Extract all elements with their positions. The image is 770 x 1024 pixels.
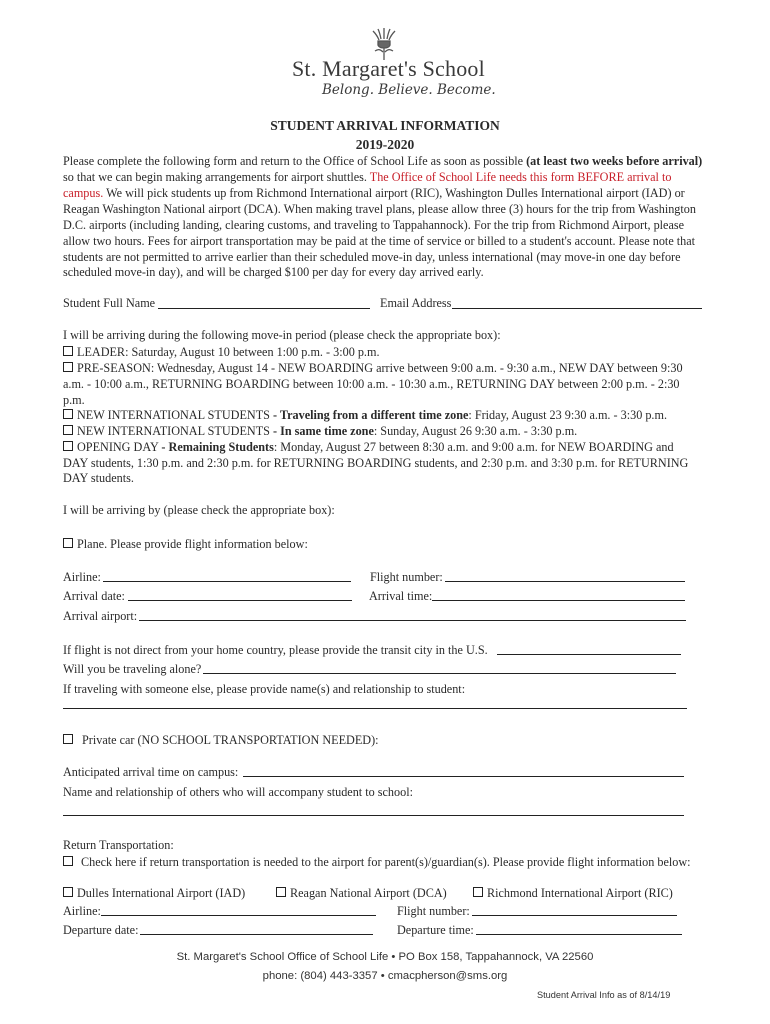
departure-time-field[interactable] xyxy=(476,934,682,935)
full-name-label: Student Full Name xyxy=(63,296,156,310)
return-iad-option: Dulles International Airport (IAD) xyxy=(63,886,245,901)
intro-line-3: campus. We will pick students up from Richmond International airport (RIC), Washington Dulles International airport (IAD) or xyxy=(63,186,685,200)
movein-intl-different-tz-option: NEW INTERNATIONAL STUDENTS - Traveling from a different time zone: Friday, August 23 9:30 a.m. - 3:30 p.m. xyxy=(63,408,667,423)
return-transportation-checkbox[interactable] xyxy=(63,856,73,866)
movein-preseason-option: PRE-SEASON: Wednesday, August 14 - NEW BOARDING arrive between 9:00 a.m. - 9:30 a.m., NEW DAY between 9:30 xyxy=(63,361,683,376)
movein-prompt: I will be arriving during the following move-in period (please check the appropriate box): xyxy=(63,328,501,342)
plane-checkbox[interactable] xyxy=(63,538,73,548)
footer-contact: phone: (804) 443-3357 • cmacpherson@sms.org xyxy=(262,970,508,982)
arrival-airport-field[interactable] xyxy=(139,620,686,621)
return-flight-number-label: Flight number: xyxy=(397,904,470,918)
footer-address: St. Margaret's School Office of School Life • PO Box 158, Tappahannock, VA 22560 xyxy=(176,951,594,963)
movein-opening-day-option: OPENING DAY - Remaining Students: Monday, August 27 between 8:30 a.m. and 9:00 a.m. for NEW BOARDING and xyxy=(63,440,674,455)
return-dca-option: Reagan National Airport (DCA) xyxy=(276,886,447,901)
intro-line-5: D.C. airports (including landing, clearing customs, and traveling to Tappahannock). For the trip from Richmond Airport, please xyxy=(63,218,685,232)
flight-number-label: Flight number: xyxy=(370,570,443,584)
travel-companion-label: If traveling with someone else, please provide name(s) and relationship to student: xyxy=(63,682,466,696)
travel-companion-field[interactable] xyxy=(63,708,687,709)
return-airline-field[interactable] xyxy=(101,915,376,916)
arrival-time-label: Arrival time: xyxy=(369,589,433,603)
movein-leader-option: LEADER: Saturday, August 10 between 1:00 p.m. - 3:00 p.m. xyxy=(63,345,380,360)
movein-opening-day-line-3: DAY students. xyxy=(63,471,134,485)
leader-checkbox[interactable] xyxy=(63,346,73,356)
movein-preseason-line-2: a.m. - 10:00 a.m., RETURNING BOARDING between 10:00 a.m. - 10:30 a.m., RETURNING DAY between 2:00 p.m. - 2:30 xyxy=(63,377,680,391)
intro-line-1: Please complete the following form and return to the Office of School Life as soon as possible (at least two weeks before arrival) xyxy=(63,154,703,168)
arrival-date-label: Arrival date: xyxy=(63,589,125,603)
flight-number-field[interactable] xyxy=(445,581,685,582)
departure-date-field[interactable] xyxy=(140,934,373,935)
opening-day-checkbox[interactable] xyxy=(63,441,73,451)
departure-date-label: Departure date: xyxy=(63,923,139,937)
arriving-by-prompt: I will be arriving by (please check the appropriate box): xyxy=(63,503,335,517)
school-year: 2019-2020 xyxy=(355,137,415,152)
anticipated-arrival-label: Anticipated arrival time on campus: xyxy=(63,765,239,779)
plane-option: Plane. Please provide flight information below: xyxy=(63,537,308,552)
movein-opening-day-line-2: DAY students, 1:30 p.m. and 2:30 p.m. for RETURNING BOARDING students, and 2:30 p.m. and 3:30 p.m. for RETURNING xyxy=(63,456,689,470)
movein-preseason-line-3: p.m. xyxy=(63,393,85,407)
departure-time-label: Departure time: xyxy=(397,923,474,937)
full-name-field[interactable] xyxy=(158,308,370,309)
arrival-airport-label: Arrival airport: xyxy=(63,609,138,623)
school-tagline: Belong. Believe. Become. xyxy=(322,82,496,98)
iad-checkbox[interactable] xyxy=(63,887,73,897)
airline-label: Airline: xyxy=(63,570,101,584)
intro-line-6: allow two hours. Fees for airport transportation may be paid at the time of service or billed to a student's account. Please note that xyxy=(63,234,696,248)
traveling-alone-field[interactable] xyxy=(203,673,676,674)
email-field[interactable] xyxy=(452,308,702,309)
school-name-logo: St. Margaret's School xyxy=(292,56,485,81)
preseason-checkbox[interactable] xyxy=(63,362,73,372)
return-ric-option: Richmond International Airport (RIC) xyxy=(473,886,673,901)
return-transportation-heading: Return Transportation: xyxy=(63,838,174,852)
ric-checkbox[interactable] xyxy=(473,887,483,897)
private-car-checkbox[interactable] xyxy=(63,734,73,744)
return-airline-label: Airline: xyxy=(63,904,101,918)
email-label: Email Address xyxy=(380,296,452,310)
intro-line-8: scheduled move-in day), and will be charged $100 per day for every day arrived early. xyxy=(63,265,484,279)
private-car-option: Private car (NO SCHOOL TRANSPORTATION NEEDED): xyxy=(63,733,379,748)
intro-line-7: students are not permitted to arrive earlier than their scheduled move-in day, unless international (may move-in one day before xyxy=(63,250,681,264)
intl-different-tz-checkbox[interactable] xyxy=(63,409,73,419)
intro-line-4: Reagan Washington National airport (DCA). When making travel plans, please allow three (3) hours for the trip from Washington xyxy=(63,202,696,216)
arrival-date-field[interactable] xyxy=(128,600,352,601)
accompanying-others-field[interactable] xyxy=(63,815,684,816)
transit-city-label: If flight is not direct from your home country, please provide the transit city in the U.S. xyxy=(63,643,488,657)
traveling-alone-label: Will you be traveling alone? xyxy=(63,662,202,676)
page-title: STUDENT ARRIVAL INFORMATION xyxy=(270,118,500,133)
return-transportation-option: Check here if return transportation is needed to the airport for parent(s)/guardian(s). Please provide flight information below: xyxy=(63,855,691,870)
dca-checkbox[interactable] xyxy=(276,887,286,897)
transit-city-field[interactable] xyxy=(497,654,681,655)
movein-intl-same-tz-option: NEW INTERNATIONAL STUDENTS - In same time zone: Sunday, August 26 9:30 a.m. - 3:30 p.m. xyxy=(63,424,577,439)
intl-same-tz-checkbox[interactable] xyxy=(63,425,73,435)
anticipated-arrival-field[interactable] xyxy=(243,776,684,777)
intro-line-2: so that we can begin making arrangements for airport shuttles. The Office of School Life needs this form BEFORE arrival to xyxy=(63,170,672,184)
accompanying-others-label: Name and relationship of others who will accompany student to school: xyxy=(63,785,413,799)
footer-version: Student Arrival Info as of 8/14/19 xyxy=(537,990,671,1000)
airline-field[interactable] xyxy=(103,581,351,582)
return-flight-number-field[interactable] xyxy=(472,915,677,916)
arrival-time-field[interactable] xyxy=(432,600,685,601)
